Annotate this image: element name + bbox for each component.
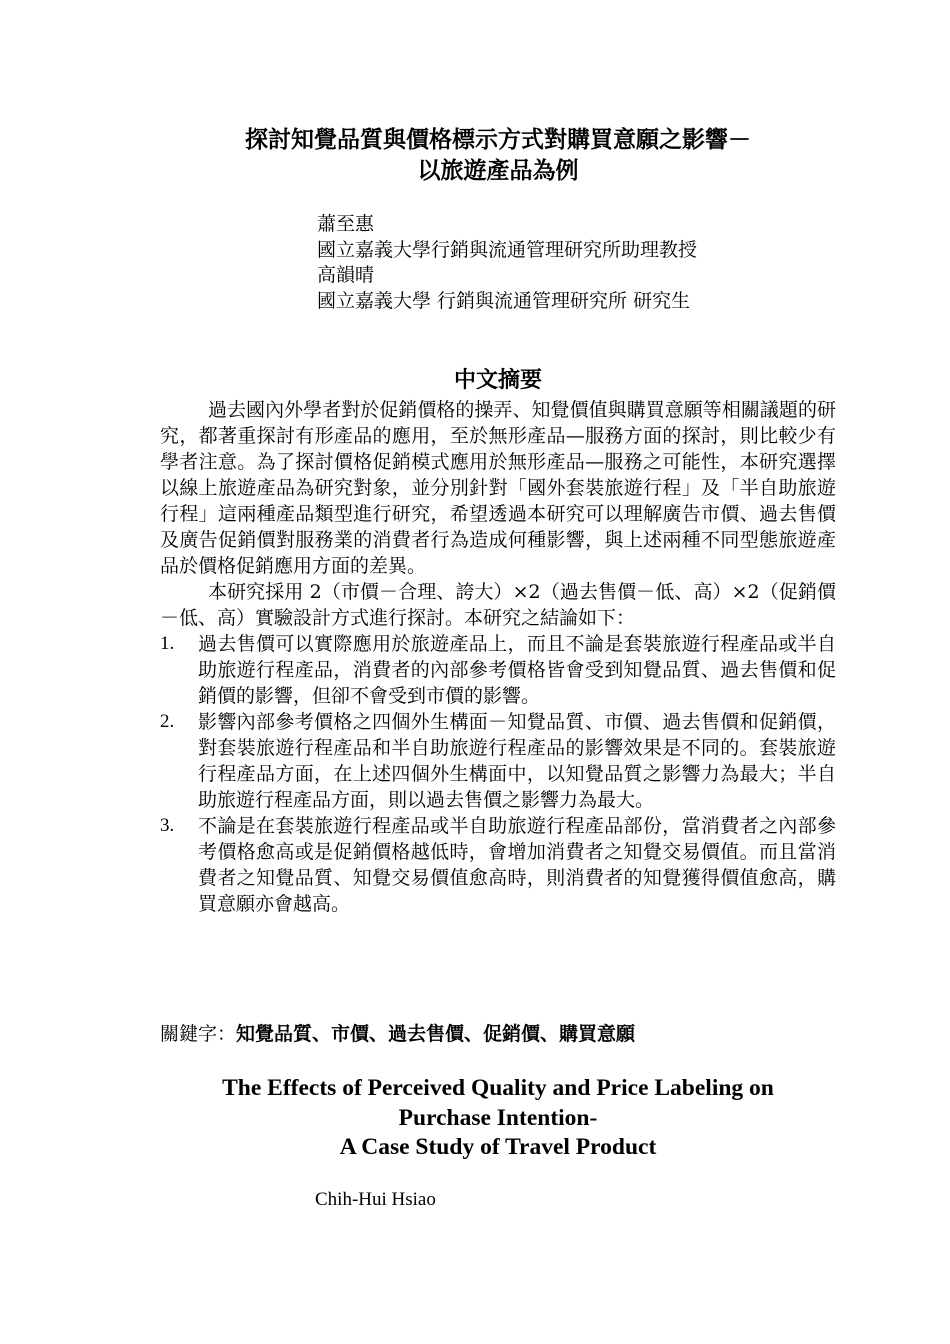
- chinese-title: [160, 124, 836, 186]
- keywords-values: 知覺品質、市價、過去售價、促銷價、購買意願: [236, 1023, 636, 1045]
- english-author-name: Chih-Hui Hsiao: [315, 1189, 436, 1210]
- keywords-line: [160, 1020, 836, 1048]
- abstract-heading: 中文摘要: [453, 367, 542, 393]
- conclusion-item: [160, 709, 836, 813]
- conclusion-text: 影響內部參考價格之四個外生構面－知覺品質、市價、過去售價和促銷價，對套裝旅遊行程產品和半自助旅遊行程產品的影響效果是不同的。套裝旅遊行程產品方面，在上述四個外生構面中，以知覺品質之影響力為最大；半自助旅遊行程產品方面，則以過去售價之影響力為最大。: [198, 711, 836, 811]
- author-affiliation: 國立嘉義大學 行銷與流通管理研究所 研究生: [317, 289, 691, 312]
- chinese-title-line1: 探討知覺品質與價格標示方式對購買意願之影響－: [245, 126, 751, 153]
- author-affiliation: 國立嘉義大學行銷與流通管理研究所助理教授: [317, 238, 698, 261]
- conclusion-number: 3.: [160, 815, 175, 836]
- conclusion-number: 2.: [160, 711, 175, 732]
- keywords-label: 關鍵字：: [160, 1023, 237, 1045]
- conclusion-text: 不論是在套裝旅遊行程產品或半自助旅遊行程產品部份，當消費者之內部參考價格愈高或是促銷價格越低時，會增加消費者之知覺交易價值。而且當消費者之知覺品質、知覺交易價值愈高時，則消費者的知覺獲得價值愈高，購買意願亦會越高。: [198, 815, 836, 915]
- abstract-paragraph: 本研究採用 2（市價－合理、誇大）×2（過去售價－低、高）×2（促銷價－低、高）實驗設計方式進行探討。本研究之結論如下：: [160, 581, 836, 629]
- conclusion-item: [160, 813, 836, 917]
- english-title-line1: The Effects of Perceived Quality and Price Labeling on: [222, 1075, 774, 1101]
- english-title-line3: A Case Study of Travel Product: [339, 1134, 657, 1160]
- abstract-paragraph: 過去國內外學者對於促銷價格的操弄、知覺價值與購買意願等相關議題的研究，都著重探討有形產品的應用，至於無形產品—服務方面的探討，則比較少有學者注意。為了探討價格促銷模式應用於無形產品—服務之可能性，本研究選擇以線上旅遊產品為研究對象，並分別針對「國外套裝旅遊行程」及「半自助旅遊行程」這兩種產品類型進行研究，希望透過本研究可以理解廣告市價、過去售價及廣告促銷價對服務業的消費者行為造成何種影響，與上述兩種不同型態旅遊產品於價格促銷應用方面的差異。: [160, 399, 836, 577]
- english-title: [160, 1074, 836, 1163]
- abstract-body: [160, 397, 836, 917]
- english-title-line2: Purchase Intention-: [398, 1104, 598, 1131]
- chinese-title-line2: 以旅遊產品為例: [417, 157, 579, 184]
- conclusion-text: 過去售價可以實際應用於旅遊產品上，而且不論是套裝旅遊行程產品或半自助旅遊行程產品，消費者的內部參考價格皆會受到知覺品質、過去售價和促銷價的影響，但卻不會受到市價的影響。: [198, 633, 836, 707]
- conclusion-number: 1.: [160, 633, 175, 654]
- conclusion-list: [160, 631, 836, 917]
- conclusion-item: [160, 631, 836, 709]
- author-name: 高韻晴: [317, 264, 375, 286]
- author-name: 蕭至惠: [317, 213, 375, 235]
- author-block: [317, 212, 857, 314]
